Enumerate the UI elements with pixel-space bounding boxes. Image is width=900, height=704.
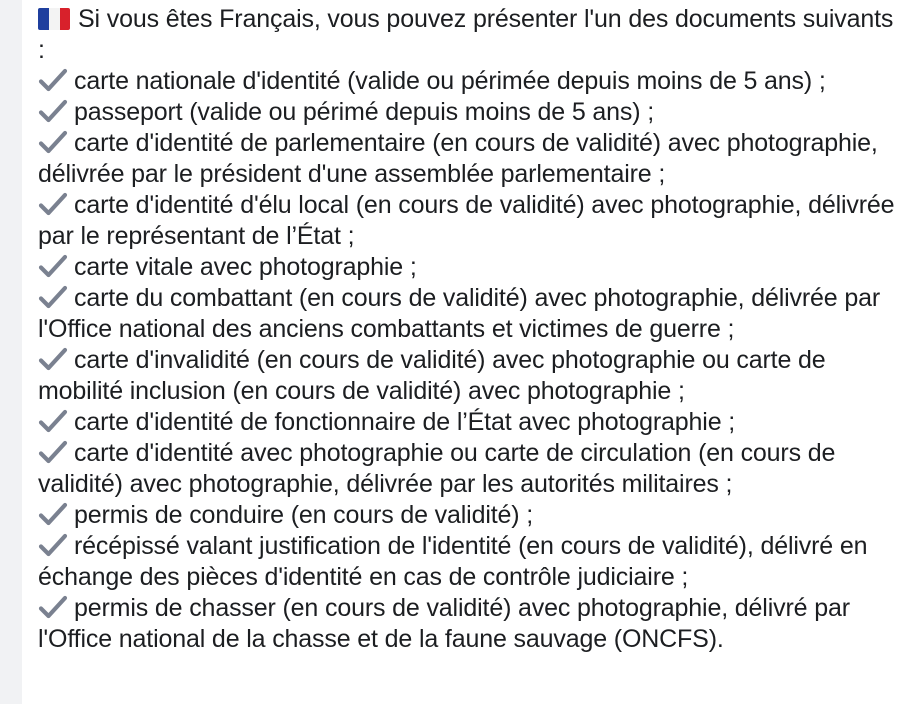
document-list	[38, 66, 896, 655]
left-margin	[0, 0, 22, 704]
check-mark-icon	[38, 408, 68, 434]
list-item	[38, 97, 896, 128]
list-item-text: carte d'identité de parlementaire (en cours de validité) avec photographie, délivrée par le président d'une assemblée parlementaire ;	[38, 129, 878, 188]
list-item-text: carte vitale avec photographie ;	[74, 253, 417, 281]
check-mark-icon	[38, 501, 68, 527]
check-mark-icon	[38, 191, 68, 217]
check-mark-icon	[38, 594, 68, 620]
list-item	[38, 190, 896, 252]
list-item-text: carte d'identité d'élu local (en cours de validité) avec photographie, délivrée par le représentant de l’État ;	[38, 191, 895, 250]
check-mark-icon	[38, 67, 68, 93]
list-item-text: carte nationale d'identité (valide ou périmée depuis moins de 5 ans) ;	[74, 67, 826, 95]
list-item	[38, 593, 896, 655]
list-item	[38, 128, 896, 190]
list-item	[38, 500, 896, 531]
list-item-text: carte du combattant (en cours de validité) avec photographie, délivrée par l'Office national des anciens combattants et victimes de guerre ;	[38, 284, 881, 343]
intro-text: Si vous êtes Français, vous pouvez présenter l'un des documents suivants :	[38, 5, 894, 64]
check-mark-icon	[38, 346, 68, 372]
intro-line	[38, 4, 896, 66]
list-item	[38, 66, 896, 97]
list-item-text: carte d'invalidité (en cours de validité) avec photographie ou carte de mobilité inclusion (en cours de validité) avec photographie ;	[38, 346, 826, 405]
list-item-text: permis de conduire (en cours de validité) ;	[74, 501, 534, 529]
check-mark-icon	[38, 532, 68, 558]
list-item-text: permis de chasser (en cours de validité) avec photographie, délivré par l'Office national de la chasse et de la faune sauvage (ONCFS).	[38, 594, 850, 653]
post-text	[38, 4, 896, 655]
french-flag-icon	[38, 8, 70, 30]
list-item	[38, 531, 896, 593]
list-item	[38, 345, 896, 407]
list-item-text: carte d'identité de fonctionnaire de l’État avec photographie ;	[74, 408, 736, 436]
list-item	[38, 252, 896, 283]
list-item-text: récépissé valant justification de l'identité (en cours de validité), délivré en échange des pièces d'identité en cas de contrôle judiciaire ;	[38, 532, 868, 591]
check-mark-icon	[38, 439, 68, 465]
list-item	[38, 283, 896, 345]
check-mark-icon	[38, 253, 68, 279]
check-mark-icon	[38, 98, 68, 124]
list-item-text: passeport (valide ou périmé depuis moins de 5 ans) ;	[74, 98, 655, 126]
check-mark-icon	[38, 284, 68, 310]
list-item-text: carte d'identité avec photographie ou carte de circulation (en cours de validité) avec photographie, délivrée par les autorités militaires ;	[38, 439, 836, 498]
check-mark-icon	[38, 129, 68, 155]
list-item	[38, 438, 896, 500]
list-item	[38, 407, 896, 438]
